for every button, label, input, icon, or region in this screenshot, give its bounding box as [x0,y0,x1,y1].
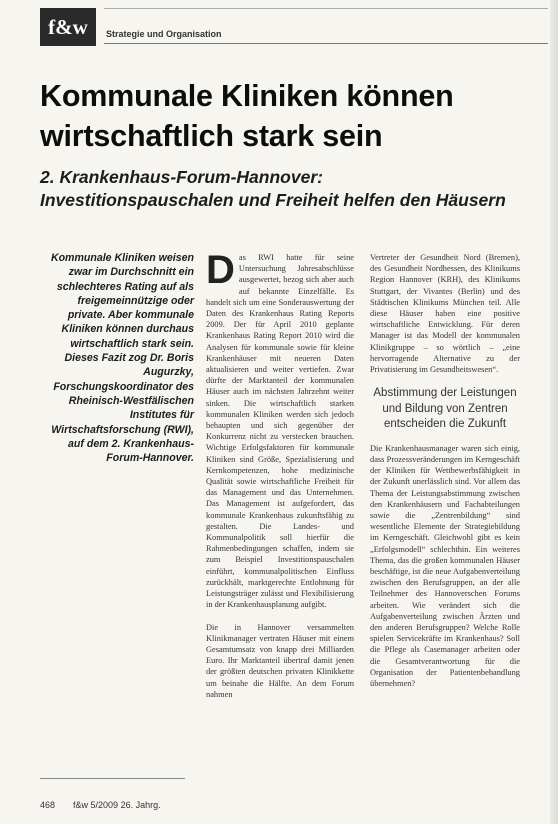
article-lead: Kommunale Kliniken weisen zwar im Durchschnitt ein schlechteres Rating auf als freigemeinnützige oder private. Aber kommunale Kliniken können durchaus wirtschaftlich stark sein. Dieses Fazit zog Dr. Boris Augurzky, Forschungskoordinator des Rheinisch-Westfälischen Institutes für Wirtschaftsforschung (RWI), auf dem 2. Krankenhaus-Forum-Hannover. [50,252,194,465]
journal-issue: f&w 5/2009 26. Jahrg. [73,800,161,810]
footer-rule [40,778,185,779]
headline-line-2: wirtschaftlich stark sein [40,119,383,153]
subheadline-line-2: Investitionspauschalen und Freiheit helfen den Häusern [40,190,506,210]
paragraph: Die Krankenhausmanager waren sich einig, dass Prozessveränderungen im Kerngeschäft der Kliniken für Wettbewerbsfähigkeit in der Zukunft unerlässlich sind. Vor allem das Thema der Leistungsabstimmung zwischen den Krankenhäusern und Fachabteilungen sowie die „Zentrenbildung“ sind wesentliche Elemente der Strategiebildung im Kerngeschäft. Gleichwohl gibt es kein „Erfolgsmodell“ schlechthin. Ein weiteres Thema, das die großen kommunalen Häuser beschäftige, ist die neue Aufgabenverteilung zwischen den Berufsgruppen, an der alle Teilnehmer des Hannoverschen Forums arbeiten. Wie verändert sich die Aufgabenverteilung zwischen Ärzten und den anderen Berufsgruppen? Welche Rolle spielen Servicekräfte im Krankenhaus? Soll die Pflege als Casemanager arbeiten oder die Gesamtverantwortung für die Organisation der Patientenbehandlung übernehmen? [370,443,520,688]
body-column-1 [206,248,354,711]
magazine-logo: f&w [40,8,96,46]
scan-edge [550,0,558,824]
headline-line-1: Kommunale Kliniken können [40,79,454,113]
paragraph: Die in Hannover versammelten Klinikmanager vertraten Häuser mit einem Gesamtumsatz von knapp drei Milliarden Euro. Ihr Marktanteil übertraf damit jenen der größten deutschen privaten Klinikkette um beinahe die Hälfte. An dem Forum nahmen [206,622,354,699]
section-subheading: Abstimmung der Leistungen und Bildung von Zentren entscheiden die Zukunft [373,387,517,431]
body-column-2 [370,252,520,700]
section-label: Strategie und Organisation [106,29,222,39]
drop-cap: D [206,248,235,292]
subheadline-line-1: 2. Krankenhaus-Forum-Hannover: [40,167,323,187]
header-rule [104,43,548,44]
header-top-rule [104,8,548,9]
article-headline [40,76,540,156]
article-subheadline [40,166,550,212]
paragraph: Vertreter der Gesundheit Nord (Bremen), des Gesundheit Nordhessen, des Klinikums Region Hannover (KRH), des Klinikums Stuttgart, der Vivantes (Berlin) und des Städtischen Klinikums München teil. Alle diese Häuser haben eine positive wirtschaftliche Entwicklung. Für deren Manager ist das Modell der kommunalen Klinikgruppe – so wörtlich – „eine hervorragende Alternative zu der Privatisierung im Gesundheitswesen“. [370,253,520,375]
paragraph-text: as RWI hatte für seine Untersuchung Jahresabschlüsse ausgewertet, bezog sich aber auch auf bekannte Einzelfälle. Es handelt sich um eine Sonderauswertung der Daten des Krankenhaus Rating Reports 2009. Der für April 2010 geplante Krankenhaus Rating Report 2010 wird die Analysen für kommunale sowie für kleine Krankenhäuser mit neueren Daten aktualisieren und weiter vertiefen. Zwar dürfte der Marktanteil der kommunalen Häuser auch im nächsten Jahrzehnt weiter sinken. Die wirtschaftlich starken kommunalen Kliniken werden sich jedoch behaupten und sich gegenüber der Konkurrenz nicht zu verstecken brauchen. Wichtige Erfolgsfaktoren für kommunale Kliniken sind Größe, Spezialisierung und Kernkompetenzen, hohe medizinische Qualität sowie wirtschaftliche Freiheit für das Management und das Unternehmen. Das Management ist aufgefordert, das kommunale Krankenhaus zukunftsfähig zu gestalten. Die Landes- und Kommunalpolitik soll hierfür die Rahmenbedingungen schaffen, indem sie zum Beispiel Investitionspauschalen einführt, kommunalpolitischen Einfluss zurückhält, marktgerechte Entlohnung für Leistungsträger zulässt und Flexibilisierung in der Krankenhausplanung aufgibt. [206,253,354,610]
page-footer [40,800,161,810]
page-number: 468 [40,800,56,810]
paragraph [206,248,354,611]
